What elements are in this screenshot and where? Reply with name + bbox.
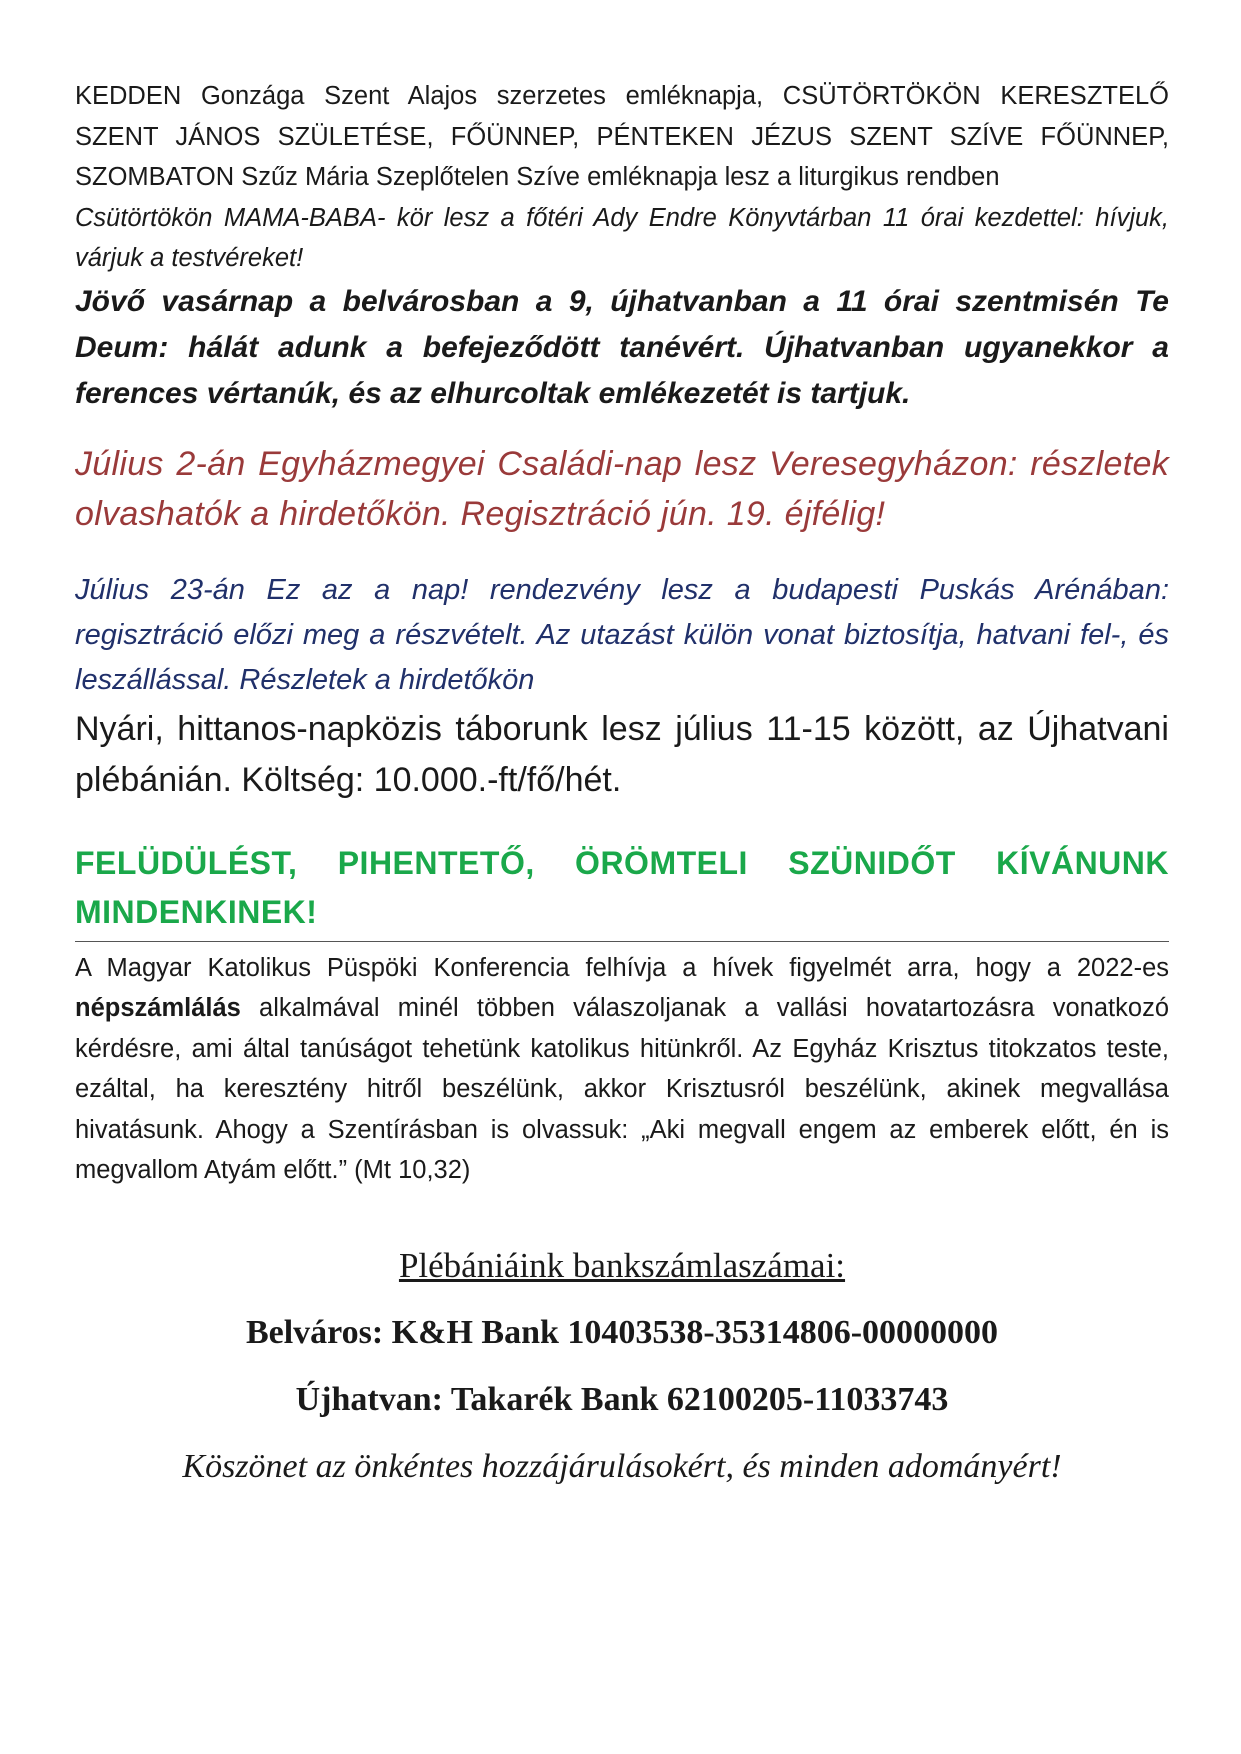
bank-accounts-title: Plébániáink bankszámlaszámai: bbox=[398, 1245, 846, 1285]
mama-baba-paragraph: Csütörtökön MAMA-BABA- kör lesz a főtéri Ady Endre Könyvtárban 11 órai kezdettel: hívjuk, várjuk a testvéreket! bbox=[75, 203, 1169, 272]
census-paragraph bbox=[75, 948, 1169, 1191]
census-keyword: népszámlálás bbox=[75, 994, 241, 1022]
family-day-paragraph: Július 2-án Egyházmegyei Családi-nap lesz Veresegyházon: részletek olvashatók a hirdetőkön. Regisztráció jún. 19. éjfélig! bbox=[75, 444, 1169, 533]
census-text-part2: alkalmával minél többen válaszoljanak a vallási hovatartozásra vonatkozó kérdésre, ami által tanúságot tehetünk katolikus hitünkről. Az Egyház Krisztus titokzatos teste, ezáltal, ha keresztény hitről beszélünk, akkor Krisztusról beszélünk, akinek megvallása hivatásunk. Ahogy a Szentírásban is olvassuk: „Aki megvall engem az emberek előtt, én is megvallom Atyám előtt.” (Mt 10,32) bbox=[75, 994, 1169, 1184]
feast-days-paragraph: KEDDEN Gonzága Szent Alajos szerzetes emléknapja, CSÜTÖRTÖKÖN KERESZTELŐ SZENT JÁNOS SZÜLETÉSE, FŐÜNNEP, PÉNTEKEN JÉZUS SZENT SZÍVE FŐÜNNEP, SZOMBATON Szűz Mária Szeplőtelen Szíve emléknapja lesz a liturgikus rendben bbox=[75, 82, 1169, 191]
summer-camp-paragraph: Nyári, hittanos-napközis táborunk lesz július 11-15 között, az Újhatvani plébánián. Költség: 10.000.-ft/fő/hét. bbox=[75, 709, 1169, 799]
te-deum-paragraph: Jövő vasárnap a belvárosban a 9, újhatvanban a 11 órai szentmisén Te Deum: hálát adunk a befejeződött tanévért. Újhatvanban ugyanekkor a ferences vértanúk, és az elhurcoltak emlékezetét is tartjuk. bbox=[75, 284, 1169, 410]
holiday-greeting: FELÜDÜLÉST, PIHENTETŐ, ÖRÖMTELI SZÜNIDŐT KÍVÁNUNK MINDENKINEK! bbox=[75, 844, 1169, 930]
ez-az-a-nap-paragraph: Július 23-án Ez az a nap! rendezvény lesz a budapesti Puskás Arénában: regisztráció előzi meg a részvételt. Az utazást külön vonat biztosítja, hatvani fel-, és leszállással. Részletek a hirdetőkön bbox=[75, 573, 1169, 696]
census-text-part1: A Magyar Katolikus Püspöki Konferencia felhívja a hívek figyelmét arra, hogy a 2022-es bbox=[75, 953, 1169, 982]
bank-account-belvaros: Belváros: K&H Bank 10403538-35314806-00000000 bbox=[245, 1313, 999, 1351]
thanks-line: Köszönet az önkéntes hozzájárulásokért, és minden adományért! bbox=[182, 1447, 1062, 1485]
parish-announcements-page bbox=[75, 76, 1169, 1492]
bank-account-ujhatvan: Újhatvan: Takarék Bank 62100205-11033743 bbox=[295, 1380, 949, 1418]
section-divider bbox=[75, 941, 1169, 942]
